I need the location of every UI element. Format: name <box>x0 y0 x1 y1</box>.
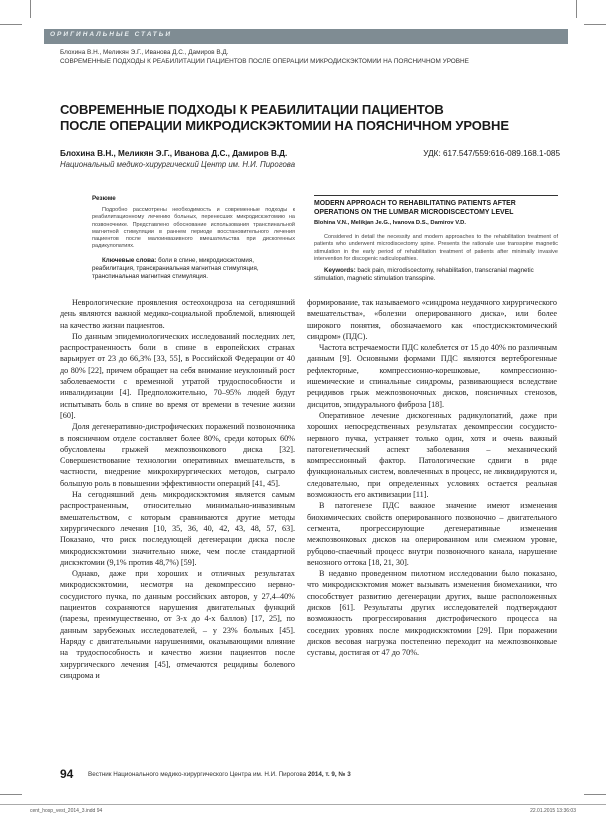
slug-rule <box>0 804 606 805</box>
paragraph: В недавно проведенном пилотном исследовании было показано, что микродискэктомия может вызывать изменения биомеханики, что способствует развитию дегенерации других, выше расположенных дисков [61]. Результаты других исследователей подтверждают возможность прогрессирования дистрофического процесса на соседних уровнях после микродискэктомии [29]. При поражении дисков весовая нагрузка постепенно переходит на межпозвонковые суставы, достигая от 47 до 70%. <box>307 569 557 658</box>
body-right-column <box>307 297 557 659</box>
paragraph: Частота встречаемости ПДС колеблется от 15 до 40% по различным данным [9]. Основными формами ПДС являются вертеброгенные рефлекторные, компрессионно-корешковые, компрессионно-ишемические и спинальные синдромы, развивающиеся вследствие рецидивов грыж межпозвоночных дисков, поясничных стенозов, дисцитов, эпидурального фиброза [18]. <box>307 343 557 409</box>
crop-mark <box>0 24 22 25</box>
section-tab <box>44 29 568 44</box>
paragraph: Неврологические проявления остеохондроза на сегодняшний день являются важной медико-социальной проблемой, влияющей на качество жизни пациентов. <box>60 298 295 330</box>
abstract-ru <box>92 195 295 282</box>
slug-datetime: 22.01.2015 13:36:03 <box>530 808 576 814</box>
abstract-ru-heading: Резюме <box>92 195 116 202</box>
paragraph: формирование, так называемого «синдрома неудачного хирургического вмешательства», «болезни оперированного диска», или более широкого понятия, обозначаемого как «постдискэктомический синдром» (ПДС). <box>307 298 557 341</box>
body-left-column <box>60 297 295 681</box>
article-authors: Блохина В.Н., Меликян Э.Г., Иванова Д.С., Дамиров В.Д. <box>60 149 288 158</box>
abstract-ru-keywords: Ключевые слова: боли в спине, микродискэктомия, реабилитация, транскраниальная магнитная стимуляция, транспинальная магнитная стимуляция. <box>92 256 259 281</box>
abstract-en-keywords: Keywords: back pain, microdiscectomy, rehabilitation, transcranial magnetic stimulation, magnetic stimulation transspine. <box>314 267 534 283</box>
affiliation: Национальный медико-хирургический Центр им. Н.И. Пирогова <box>60 160 296 169</box>
paragraph: Оперативное лечение дискогенных радикулопатий, даже при хороших непосредственных результатах декомпрессии сосудисто-нервного пучка, устраняет только один, хотя и очень важный патогенетический аспект заболевания – механический компрессионный фактор. Патологические сдвиги в ряде функциональных систем, вовлеченных в процесс, не ликвидируются и, следовательно, при определенных условиях остается реальная возможность его активизации [11]. <box>307 410 557 500</box>
section-label: ОРИГИНАЛЬНЫЕ СТАТЬИ <box>50 31 173 38</box>
abstract-en <box>314 199 558 284</box>
crop-mark <box>30 0 31 18</box>
running-title: СОВРЕМЕННЫЕ ПОДХОДЫ К РЕАБИЛИТАЦИИ ПАЦИЕНТОВ ПОСЛЕ ОПЕРАЦИИ МИКРОДИСКЭКТОМИИ НА ПОЯСНИЧНОМ УРОВНЕ <box>60 58 469 65</box>
crop-mark <box>0 794 22 795</box>
crop-mark <box>576 0 577 18</box>
paragraph: На сегодняшний день микродискэктомия является самым распространенным, относительно минимально-инвазивным вмешательством, с которым сравниваются другие методы хирургического лечения [10, 35, 36, 40, 42, 43, 48, 57, 63]. Показано, что риск последующей дегенерации диска после микродискэктомии значительно ниже, чем после стандартной дискэктомии (9,1% против 48,7%) [59]. <box>60 490 295 567</box>
paragraph: Доля дегенеративно-дистрофических поражений позвоночника в поясничном отделе составляет более 80%, среди которых 60% обусловлены грыжей межпозвонкового диска [32]. Совершенствование технологии оперативных вмешательств, в частности, внедрение микрохирургических методов, сыграло большую роль в повышении эффективности операций [41, 45]. <box>60 422 295 488</box>
running-head <box>60 48 560 66</box>
running-authors: Блохина В.Н., Меликян Э.Г., Иванова Д.С., Дамиров В.Д. <box>60 49 229 56</box>
slug-filename: cent_hosp_vest_2014_3.indd 94 <box>30 808 103 814</box>
abstract-en-heading: MODERN APPROACH TO REHABILITATING PATIENTS AFTER OPERATIONS ON THE LUMBAR MICRODISCECTOMY LEVEL <box>314 200 516 216</box>
abstract-ru-text: Подробно рассмотрены необходимость и современные подходы к реабилитационному лечению больных, перенесших микродискэктомию на позвоночнике. Представлено обоснование использования транспинальной магнитной стимуляции в раннем периоде восстановительного лечения пациентов после малоинвазивного вмешательства при дискогенных радикулопатиях. <box>92 207 295 250</box>
paragraph: Однако, даже при хороших и отличных результатах микродискэктомии, несмотря на декомпрессию нервно-сосудистого пучка, по данным российских авторов, у 27,4–40% пациентов сохраняются нарушения двигательных функций (парезы, преимущественно, от 3-х до 4-х баллов) [17, 25], по данным зарубежных исследователей, – у 23% больных [45]. Наряду с двигательными нарушениями, оказывающими влияние на трудоспособность и качество жизни пациентов после хирургического лечения [45], отмечаются рецидивы болевого синдрома и <box>60 569 295 680</box>
page-number: 94 <box>60 767 74 781</box>
abstract-en-divider <box>314 195 558 196</box>
paragraph: В патогенезе ПДС важное значение имеют изменения биохимических свойств оперированного позвоночно – двигательного сегмента, прогрессирующие дегенеративные изменения межпозвонковых дисков на оперированном или смежном уровне, рубцово-спаечный процесс внутри позвоночного канала, нарушение венозного оттока [18, 21, 30]. <box>307 501 557 567</box>
crop-mark <box>584 24 606 25</box>
udk-code: УДК: 617.547/559:616-089.168.1-085 <box>423 149 560 158</box>
journal-footer: Вестник Национального медико-хирургического Центра им. Н.И. Пирогова 2014, т. 9, № 3 <box>88 771 351 778</box>
paragraph: По данным эпидемиологических исследований последних лет, распространенность боли в спине в европейских странах варьирует от 23 до 66,3% [33, 55], в Российской Федерации от 40 до 80% [22], причем обращает на себя внимание неуклонный рост заболеваемости с временной утратой трудоспособности и инвалидизации [4]. Предположительно, 70–95% людей будут испытывать боль в спине во время от времени в течение жизни [60]. <box>60 331 295 420</box>
crop-mark <box>584 794 606 795</box>
abstract-en-authors: Blohina V.N., Melikjan Je.G., Ivanova D.S., Damirov V.D. <box>314 220 466 226</box>
abstract-en-text: Considered in detail the necessity and modern approaches to the rehabilitation treatment of patients who underwent microdiscectomy spine. Presents the rationale use transspine magnetic stimulation in the early period of rehabilitation treatment of patients after minimally invasive intervention for discogenic radiculopathies. <box>314 234 558 262</box>
article-title: СОВРЕМЕННЫЕ ПОДХОДЫ К РЕАБИЛИТАЦИИ ПАЦИЕНТОВ ПОСЛЕ ОПЕРАЦИИ МИКРОДИСКЭКТОМИИ НА ПОЯСНИЧНОМ УРОВНЕ <box>60 102 509 133</box>
